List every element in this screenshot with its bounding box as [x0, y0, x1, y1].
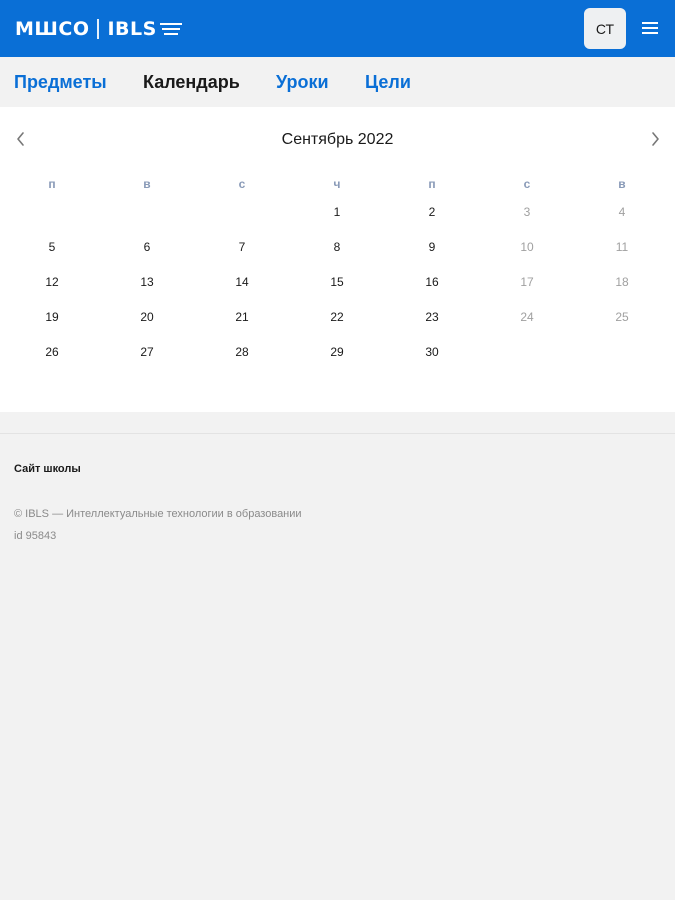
- calendar-day[interactable]: 4: [618, 205, 626, 219]
- footer-id: id 95843: [14, 530, 57, 542]
- weekday-label: п: [428, 177, 436, 191]
- calendar-day[interactable]: 16: [425, 275, 439, 289]
- avatar[interactable]: [584, 8, 626, 49]
- hamburger-icon[interactable]: [640, 20, 661, 36]
- avatar-initials: СТ: [595, 20, 615, 37]
- calendar-day[interactable]: 20: [140, 310, 154, 324]
- calendar-day[interactable]: 11: [615, 240, 629, 254]
- calendar-day[interactable]: 14: [235, 275, 249, 289]
- calendar-day[interactable]: 23: [425, 310, 439, 324]
- tab-lessons[interactable]: Уроки: [276, 72, 329, 92]
- copyright-text: © IBLS — Интеллектуальные технологии в образовании: [14, 508, 302, 520]
- calendar-day[interactable]: 9: [428, 240, 436, 254]
- weekday-label: п: [48, 177, 56, 191]
- calendar-day[interactable]: 17: [520, 275, 534, 289]
- weekday-label: с: [238, 177, 246, 191]
- weekday-label: с: [523, 177, 531, 191]
- calendar-day[interactable]: 1: [333, 205, 341, 219]
- calendar-day[interactable]: 6: [143, 240, 151, 254]
- calendar-day[interactable]: 21: [235, 310, 249, 324]
- weekday-label: ч: [333, 177, 341, 191]
- logo-right: IBLS: [107, 18, 157, 40]
- calendar-day[interactable]: 19: [45, 310, 59, 324]
- calendar-day[interactable]: 24: [520, 310, 534, 324]
- calendar-day[interactable]: 22: [330, 310, 344, 324]
- calendar-day[interactable]: 7: [238, 240, 246, 254]
- calendar-day[interactable]: 25: [615, 310, 629, 324]
- calendar-day[interactable]: 18: [615, 275, 629, 289]
- month-title: Сентябрь 2022: [281, 131, 394, 148]
- weekday-label: в: [618, 177, 626, 191]
- weekday-label: в: [143, 177, 151, 191]
- top-bar: [0, 0, 675, 57]
- divider: [0, 433, 675, 434]
- calendar-day[interactable]: 10: [520, 240, 534, 254]
- calendar-day[interactable]: 12: [45, 275, 59, 289]
- logo-lines-icon: [160, 22, 182, 36]
- calendar-day[interactable]: 28: [235, 345, 249, 359]
- tab-subjects[interactable]: Предметы: [14, 72, 107, 92]
- calendar-day[interactable]: 5: [48, 240, 56, 254]
- calendar-day[interactable]: 29: [330, 345, 344, 359]
- calendar-header: [0, 107, 675, 167]
- tab-bar: [0, 57, 675, 107]
- tab-goals[interactable]: Цели: [365, 72, 411, 92]
- calendar-day[interactable]: 15: [330, 275, 344, 289]
- calendar-day[interactable]: 26: [45, 345, 59, 359]
- calendar-day[interactable]: 2: [428, 205, 436, 219]
- logo-separator: [97, 19, 99, 39]
- logo-left: МШСО: [15, 18, 90, 40]
- calendar: [0, 107, 675, 412]
- calendar-day[interactable]: 27: [140, 345, 154, 359]
- calendar-day[interactable]: 30: [425, 345, 439, 359]
- calendar-day[interactable]: 8: [333, 240, 341, 254]
- calendar-day[interactable]: 13: [140, 275, 154, 289]
- tab-calendar[interactable]: Календарь: [143, 72, 240, 92]
- school-site-link[interactable]: Сайт школы: [14, 463, 81, 475]
- logo[interactable]: [15, 17, 182, 41]
- chevron-right-icon[interactable]: [648, 131, 662, 147]
- calendar-day[interactable]: 3: [523, 205, 531, 219]
